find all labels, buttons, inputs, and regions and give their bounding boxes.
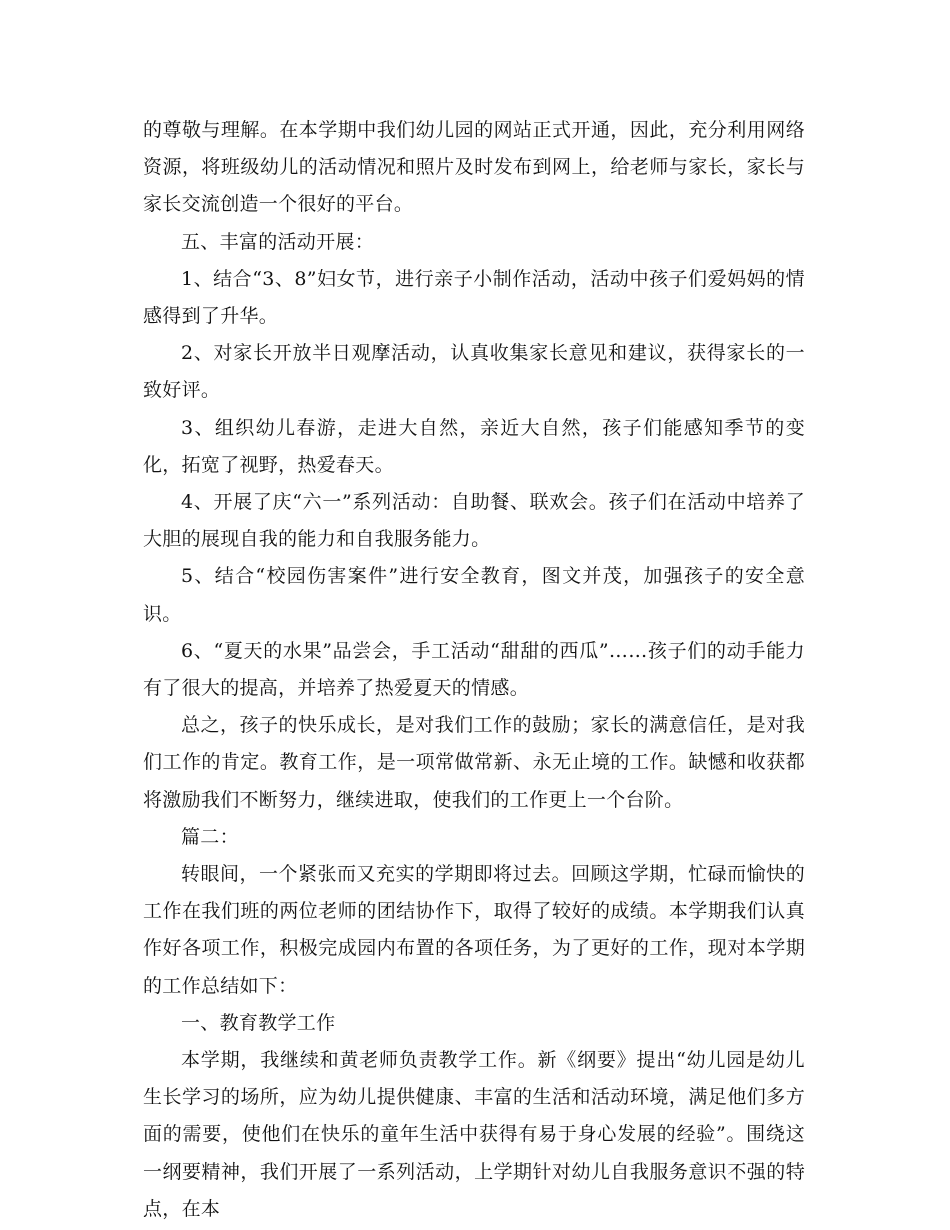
paragraph-continuation: 的尊敬与理解。在本学期中我们幼儿园的网站正式开通，因此，充分利用网络资源，将班级幼儿的活动情况和照片及时发布到网上，给老师与家长，家长与家长交流创造一个很好的平台。 bbox=[143, 119, 805, 216]
activity-item-4: 4、开展了庆“六一”系列活动：自助餐、联欢会。孩子们在活动中培养了大胆的展现自我的能力和自我服务能力。 bbox=[143, 491, 805, 551]
section-heading-teaching: 一、教育教学工作 bbox=[181, 1011, 336, 1034]
document-body bbox=[143, 112, 805, 1228]
activity-item-1: 1、结合“3、8”妇女节，进行亲子小制作活动，活动中孩子们爱妈妈的情感得到了升华。 bbox=[143, 267, 805, 328]
summary-paragraph: 总之，孩子的快乐成长，是对我们工作的鼓励；家长的满意信任，是对我们工作的肯定。教育工作，是一项常做常新、永无止境的工作。缺憾和收获都将激励我们不断努力，继续进取，使我们的工作更上一个台阶。 bbox=[143, 714, 805, 811]
activity-item-2: 2、对家长开放半日观摩活动，认真收集家长意见和建议，获得家长的一致好评。 bbox=[143, 342, 805, 402]
article-two-heading: 篇二： bbox=[181, 825, 239, 848]
article-two-intro: 转眼间，一个紧张而又充实的学期即将过去。回顾这学期，忙碌而愉快的工作在我们班的两位老师的团结协作下，取得了较好的成绩。本学期我们认真作好各项工作，积极完成园内布置的各项任务，为了更好的工作，现对本学期的工作总结如下： bbox=[143, 863, 805, 997]
section-heading-activities: 五、丰富的活动开展： bbox=[181, 230, 375, 253]
activity-item-5: 5、结合“校园伤害案件”进行安全教育，图文并茂，加强孩子的安全意识。 bbox=[143, 565, 805, 625]
activity-item-6: 6、“夏天的水果”品尝会，手工活动“甜甜的西瓜”……孩子们的动手能力有了很大的提高，并培养了热爱夏天的情感。 bbox=[143, 639, 805, 700]
activity-item-3: 3、组织幼儿春游，走进大自然，亲近大自然，孩子们能感知季节的变化，拓宽了视野，热爱春天。 bbox=[143, 416, 805, 476]
teaching-paragraph: 本学期，我继续和黄老师负责教学工作。新《纲要》提出“幼儿园是幼儿生长学习的场所，应为幼儿提供健康、丰富的生活和活动环境，满足他们多方面的需要，使他们在快乐的童年生活中获得有易于身心发展的经验”。围绕这一纲要精神，我们开展了一系列活动，上学期针对幼儿自我服务意识不强的特点，在本 bbox=[143, 1049, 805, 1220]
